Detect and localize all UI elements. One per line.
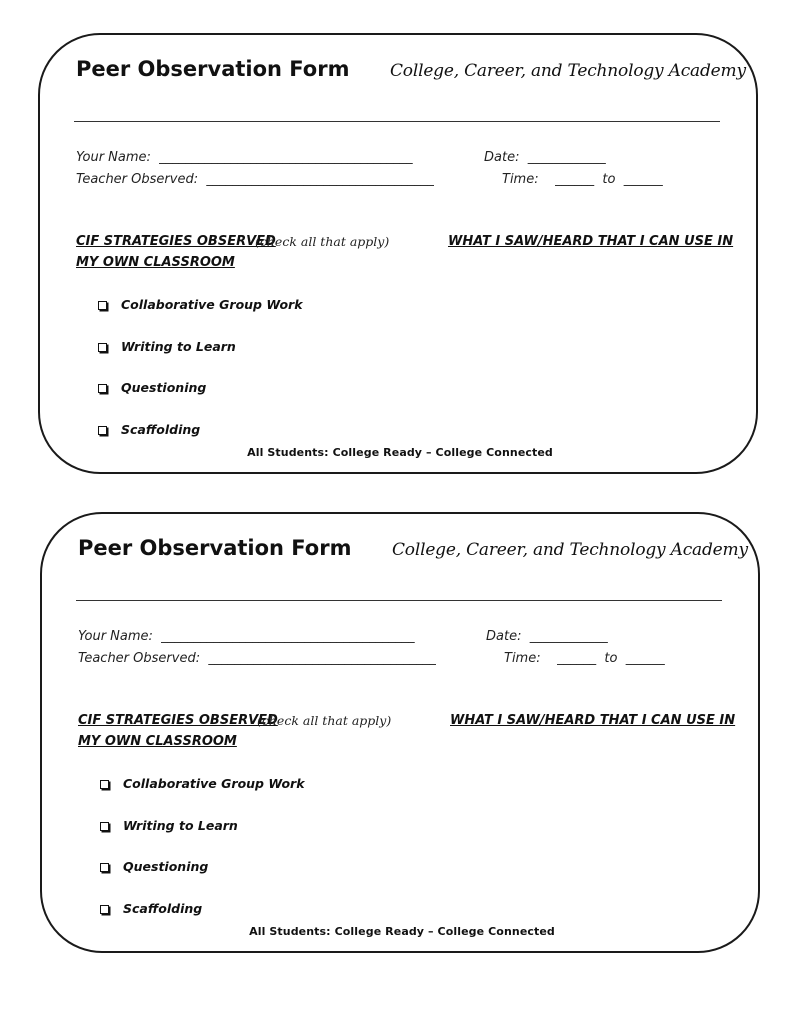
strategy-label: Questioning <box>121 380 207 395</box>
teacher-observed-field[interactable]: Teacher Observed: ___________________________________ <box>78 651 436 666</box>
time-field[interactable]: Time: ______ to ______ <box>504 651 665 666</box>
checkbox-icon[interactable] <box>98 384 107 393</box>
notes-heading: WHAT I SAW/HEARD THAT I CAN USE IN <box>450 713 736 728</box>
strategy-item[interactable] <box>100 818 305 860</box>
strategy-label: Scaffolding <box>123 900 203 916</box>
form-title: Peer Observation Form <box>76 57 350 81</box>
academy-name: College, Career, and Technology Academy <box>392 540 748 560</box>
observation-form-card <box>38 33 758 474</box>
checkbox-icon[interactable] <box>100 863 109 872</box>
checkbox-icon[interactable] <box>98 301 107 310</box>
strategy-item[interactable] <box>98 380 303 422</box>
cif-strategies-heading: CIF STRATEGIES OBSERVED <box>78 713 278 728</box>
strategy-label: Writing to Learn <box>123 817 238 833</box>
time-field[interactable]: Time: ______ to ______ <box>502 172 663 187</box>
strategy-label: Collaborative Group Work <box>123 776 305 791</box>
strategy-item[interactable] <box>100 859 305 901</box>
cif-strategies-heading: CIF STRATEGIES OBSERVED <box>76 234 276 249</box>
checkbox-icon[interactable] <box>100 822 109 831</box>
cif-instruction: (check all that apply) <box>255 234 390 249</box>
strategy-checklist <box>100 776 305 942</box>
header-divider <box>74 121 720 122</box>
notes-heading: WHAT I SAW/HEARD THAT I CAN USE IN <box>448 234 734 249</box>
your-name-field[interactable]: Your Name: _______________________________________ <box>78 629 415 644</box>
checkbox-icon[interactable] <box>98 343 107 352</box>
form-title: Peer Observation Form <box>78 536 352 560</box>
teacher-observed-field[interactable]: Teacher Observed: ___________________________________ <box>76 172 434 187</box>
strategy-label: Scaffolding <box>121 421 201 437</box>
checkbox-icon[interactable] <box>100 905 109 914</box>
strategy-label: Questioning <box>123 859 209 874</box>
date-field[interactable]: Date: ____________ <box>484 150 606 165</box>
checkbox-icon[interactable] <box>98 426 107 435</box>
form-footer: All Students: College Ready – College Connected <box>247 446 553 459</box>
strategy-item[interactable] <box>98 297 303 339</box>
strategy-label: Writing to Learn <box>121 338 236 354</box>
date-field[interactable]: Date: ____________ <box>486 629 608 644</box>
strategy-checklist <box>98 297 303 463</box>
form-footer: All Students: College Ready – College Connected <box>249 925 555 938</box>
checkbox-icon[interactable] <box>100 780 109 789</box>
your-name-field[interactable]: Your Name: _______________________________________ <box>76 150 413 165</box>
strategy-item[interactable] <box>100 776 305 818</box>
academy-name: College, Career, and Technology Academy <box>390 61 746 81</box>
cif-instruction: (check all that apply) <box>257 713 392 728</box>
header-divider <box>76 600 722 601</box>
notes-heading-continued: MY OWN CLASSROOM <box>78 734 237 749</box>
notes-heading-continued: MY OWN CLASSROOM <box>76 255 235 270</box>
strategy-item[interactable] <box>98 339 303 381</box>
observation-form-card <box>40 512 760 953</box>
strategy-label: Collaborative Group Work <box>121 297 303 312</box>
